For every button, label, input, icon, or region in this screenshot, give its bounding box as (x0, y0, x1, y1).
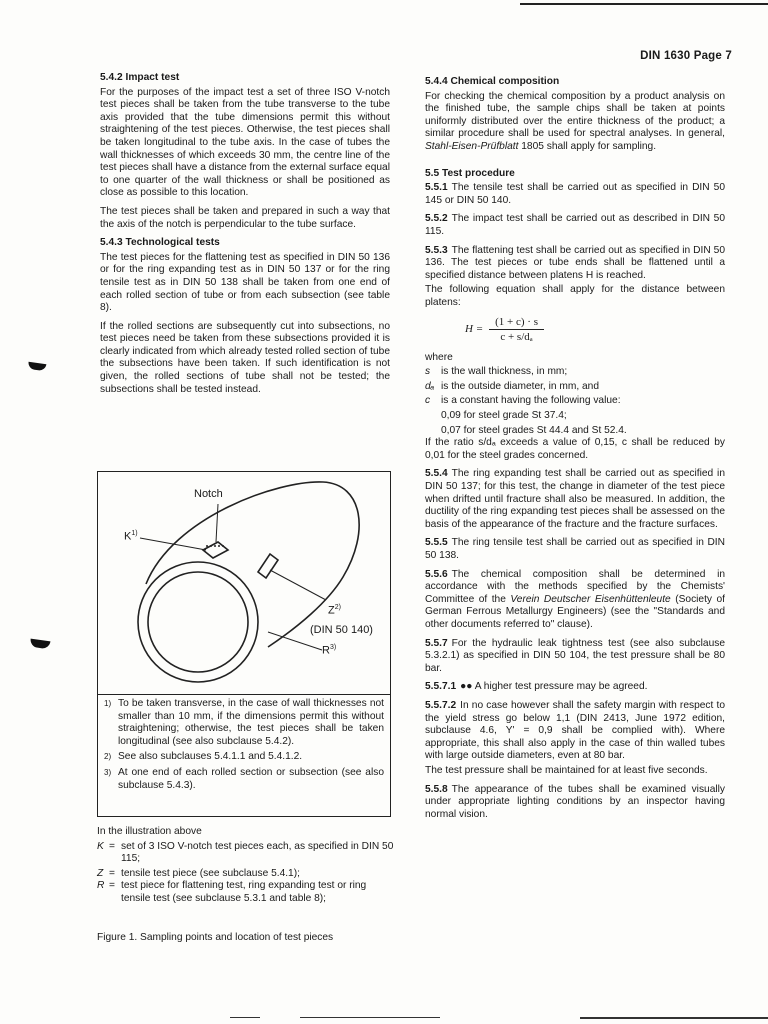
bottom-edge-line-1 (230, 1017, 260, 1018)
page-header: DIN 1630 Page 7 (640, 50, 732, 62)
figure-footnotes (104, 698, 384, 795)
section-5-5-5: 5.5.5 The ring tensile test shall be carried out as specified in DIN 50 138. (425, 537, 725, 561)
section-5-5-6: 5.5.6 The chemical composition shall be determined in accordance with the methods specified by the Chemists' Committee of the Verein Deutscher Eisenhüttenleute (Society of German Ferrous Metallurgy Engineers) (see the "Standards and other documents referred to" clause). (425, 568, 725, 630)
section-5-5-3-para-3: If the ratio s/dₐ exceeds a value of 0,15, c shall be reduced by 0,01 for the steel grades concerned. (425, 437, 725, 461)
section-5-5-7-2-para-2: The test pressure shall be maintained for at least five seconds. (425, 764, 708, 776)
footnote-1: 1) To be taken transverse, in the case of wall thicknesses not smaller than 10 mm, if the dimensions permit this without straightening; otherwise, the test pieces shall be taken longitudinal (see also subclause 5.4.2). (104, 698, 384, 747)
footnote-3: 3) At one end of each rolled section or subsection (see also subclause 5.4.3). (104, 766, 384, 791)
section-5-4-2-title: 5.4.2 Impact test (100, 72, 180, 83)
section-5-4-3-para-2: If the rolled sections are subsequently cut into subsections, no test pieces need be taken from these subsections provided it is clearly indicated from which already tested rolled section of tube the subsections have been taken. If such identification is not given, the rolled sections of tube shall not be tested; the subsections shall be tested instead. (100, 320, 390, 395)
section-5-5-8: 5.5.8 The appearance of the tubes shall be examined visually under appropriate lighting conditions by an inspector having normal vision. (425, 783, 725, 820)
section-5-5-1: 5.5.1 The tensile test shall be carried out as specified in DIN 50 145 or DIN 50 140. (425, 182, 725, 206)
figure-label-notch: Notch (194, 488, 223, 500)
section-5-4-4-title: 5.4.4 Chemical composition (425, 76, 560, 87)
where-c: c is a constant having the following value: (425, 395, 621, 407)
legend-row-z: Z = tensile test piece (see subclause 5.4.1); (97, 867, 300, 879)
figure-legend (97, 826, 397, 906)
section-5-4-3-title: 5.4.3 Technological tests (100, 237, 220, 249)
section-5-5-4: 5.5.4 The ring expanding test shall be carried out as specified in DIN 50 137; for this test, the change in diameter of the test piece when drifted until fracture shall also be measured. In addition, the ductility of the ring expanding test pieces shall be assessed on the basis of the appearance of the fracture and the fracture surfaces. (425, 468, 725, 530)
section-5-5-3: 5.5.3 The flattening test shall be carried out as specified in DIN 50 136. The test pieces or tube ends shall be flattened until a specified distance between platens H is reached. (425, 244, 725, 281)
section-5-5-3-para-2: The following equation shall apply for the distance between platens: (425, 284, 725, 308)
figure-caption: Figure 1. Sampling points and location of test pieces (97, 932, 334, 943)
right-column (425, 76, 725, 827)
section-5-5-title: 5.5 Test procedure (425, 167, 515, 179)
binder-mark-top (28, 362, 47, 371)
figure-label-r: $R^{3)}$ (322, 644, 337, 657)
figure-divider (98, 694, 390, 695)
section-5-4-2-para-1: For the purposes of the impact test a set of three ISO V-notch test pieces shall be taken from the tube transverse to the tube axis provided that the tube dimensions permit this without straightening of the test pieces. Otherwise, the test pieces shall be taken longitudinal to the tube axis. In the case of tubes the wall thicknesses of which exceeds 30 mm, the centre line of the test pieces shall have a distance from the external surface equal to one quarter of the wall thickness or shall be positioned as close as possible to this location. (100, 86, 390, 199)
legend-row-r: R = test piece for flattening test, ring expanding test or ring tensile test (see subclause 5.3.1 and table 8); (97, 880, 367, 904)
legend-row-k: K = set of 3 ISO V-notch test pieces each, as specified in DIN 50 115; (97, 840, 394, 865)
where-label: where (425, 351, 453, 363)
figure-label-k: $K^{1)}$ (124, 530, 138, 543)
figure-label-din-50-140: (DIN 50 140) (310, 624, 373, 636)
tube-illustration (98, 472, 390, 694)
binder-mark-bottom (30, 639, 51, 650)
section-5-5-7-2: 5.5.7.2 In no case however shall the safety margin with respect to the yield stress go below 1,1 (DIN 2413, June 1972 edition, subclause 4.6, Y' = 0,9 shall be complied with). Where appropriate, this shall also apply in the case of thin walled tubes with large outside diameters, even at 80 bar. (425, 699, 725, 762)
bottom-edge-line-2 (300, 1017, 440, 1018)
section-5-4-2-para-2: The test pieces shall be taken and prepared in such a way that the axis of the notch is perpendicular to the tube surface. (100, 205, 390, 230)
section-5-5-7-1: 5.5.7.1 ●● A higher test pressure may be agreed. (425, 681, 648, 693)
where-c-value-1: 0,09 for steel grade St 37.4; (441, 410, 567, 422)
legend-intro: In the illustration above (97, 826, 202, 837)
section-5-4-4-para: For checking the chemical composition by a product analysis on the finished tube, the sample chips shall be taken at points uniformly distributed over the entire thickness of the product; a similar procedure shall be used for spectral analyses. In general, Stahl-Eisen-Prüfblatt 1805 shall apply for sampling. (425, 90, 725, 152)
where-c-value-2: 0,07 for steel grades St 44.4 and St 52.4. (441, 424, 627, 436)
where-s: s is the wall thickness, in mm; (425, 366, 568, 378)
figure-1-box (97, 471, 391, 817)
section-5-4-3-para-1: The test pieces for the flattening test as specified in DIN 50 136 or for the ring expanding test as in DIN 50 137 or for the ring tensile test as in DIN 50 138 shall be taken from one end of each rolled section of tube or from each subsection (see table 8). (100, 251, 390, 314)
top-edge-line (520, 3, 768, 5)
bottom-edge-line-3 (580, 1017, 768, 1019)
section-5-5-2: 5.5.2 The impact test shall be carried out as described in DIN 50 115. (425, 213, 725, 237)
section-5-5-7: 5.5.7 For the hydraulic leak tightness test (see also subclause 5.3.2.1) as specified in DIN 50 104, the test pressure shall be 80 bar. (425, 637, 725, 674)
figure-label-z: $Z^{2)}$ (328, 604, 341, 617)
left-column (100, 72, 390, 402)
platen-distance-formula: H = $\frac{(1 + c) \cdot s}{\text{c + s/dₐ}}$ (465, 316, 725, 344)
footnote-2: 2) See also subclauses 5.4.1.1 and 5.4.1.2. (104, 751, 303, 763)
where-d: dₐ is the outside diameter, in mm, and (425, 380, 599, 392)
